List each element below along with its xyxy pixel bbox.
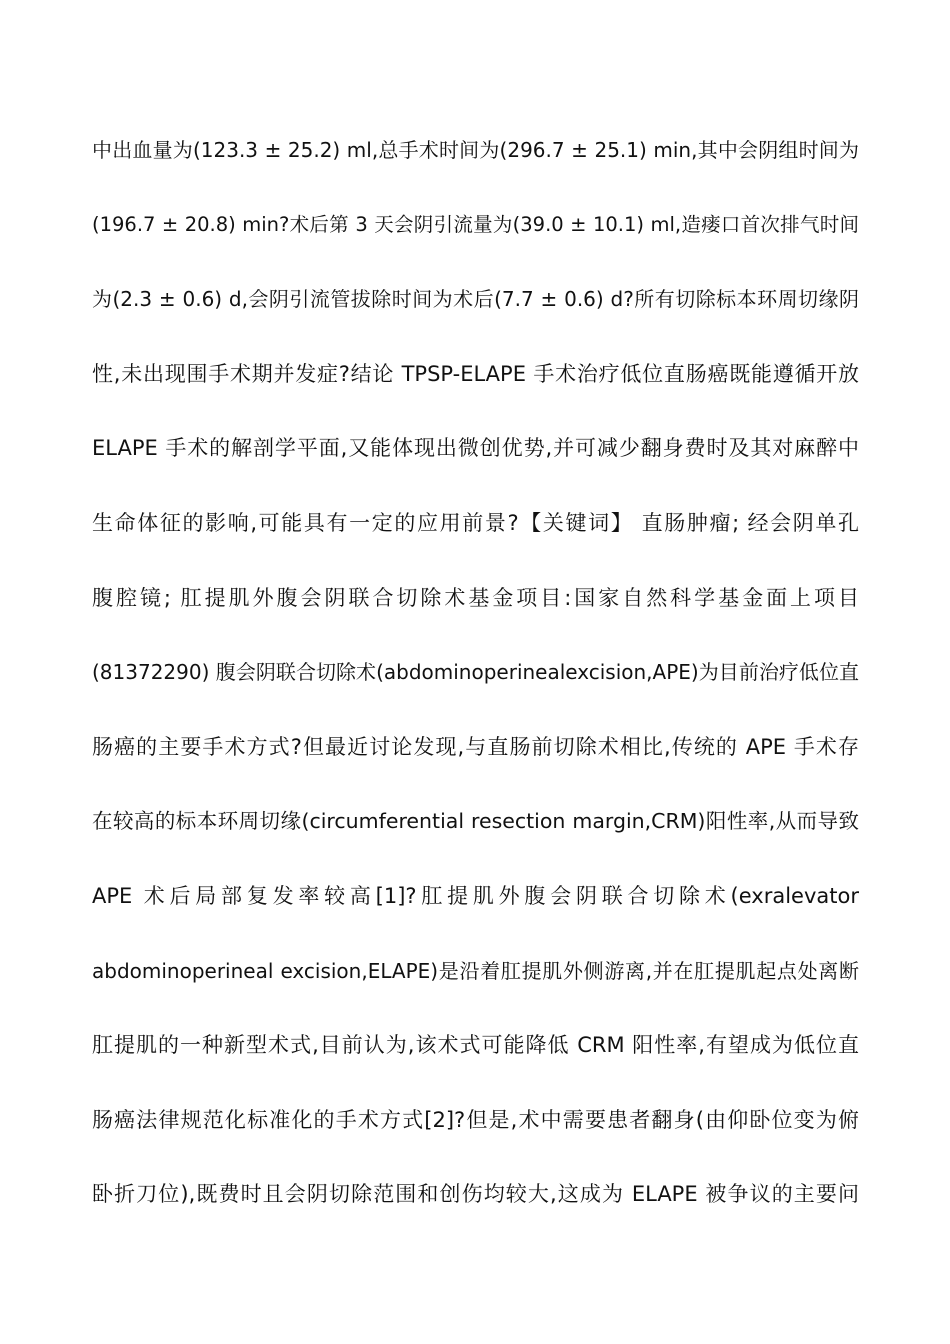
text-line: 生命体征的影响,可能具有一定的应用前景?【关键词】 直肠肿瘤; 经会阴单孔 xyxy=(92,510,859,535)
text-line: 中出血量为(123.3 ± 25.2) ml,总手术时间为(296.7 ± 25.1) min,其中会阴组时间为 xyxy=(92,138,859,162)
text-line: APE 术后局部复发率较高[1]?肛提肌外腹会阴联合切除术(exralevator xyxy=(92,883,859,908)
text-line: (81372290) 腹会阴联合切除术(abdominoperinealexcision,APE)为目前治疗低位直 xyxy=(92,660,859,685)
text-line: 为(2.3 ± 0.6) d,会阴引流管拔除时间为术后(7.7 ± 0.6) d?所有切除标本环周切缘阴 xyxy=(92,287,859,312)
text-line: 肠癌法律规范化标准化的手术方式[2]?但是,术中需要患者翻身(由仰卧位变为俯 xyxy=(92,1107,859,1132)
text-line: 卧折刀位),既费时且会阴切除范围和创伤均较大,这成为 ELAPE 被争议的主要问 xyxy=(92,1182,859,1207)
text-line: 肛提肌的一种新型术式,目前认为,该术式可能降低 CRM 阳性率,有望成为低位直 xyxy=(92,1033,859,1058)
text-line: 性,未出现围手术期并发症?结论 TPSP-ELAPE 手术治疗低位直肠癌既能遵循开放 xyxy=(92,361,859,386)
body-paragraph xyxy=(92,130,859,1249)
text-line: 肠癌的主要手术方式?但最近讨论发现,与直肠前切除术相比,传统的 APE 手术存 xyxy=(92,734,859,759)
text-line: 在较高的标本环周切缘(circumferential resection margin,CRM)阳性率,从而导致 xyxy=(92,809,859,834)
text-line: ELAPE 手术的解剖学平面,又能体现出微创优势,并可减少翻身费时及其对麻醉中 xyxy=(92,436,859,461)
text-line: abdominoperineal excision,ELAPE)是沿着肛提肌外侧游离,并在肛提肌起点处离断 xyxy=(92,958,859,983)
text-line: (196.7 ± 20.8) min?术后第 3 天会阴引流量为(39.0 ± 10.1) ml,造瘘口首次排气时间 xyxy=(92,212,859,236)
text-line: 腹腔镜; 肛提肌外腹会阴联合切除术基金项目:国家自然科学基金面上项目 xyxy=(92,585,859,610)
